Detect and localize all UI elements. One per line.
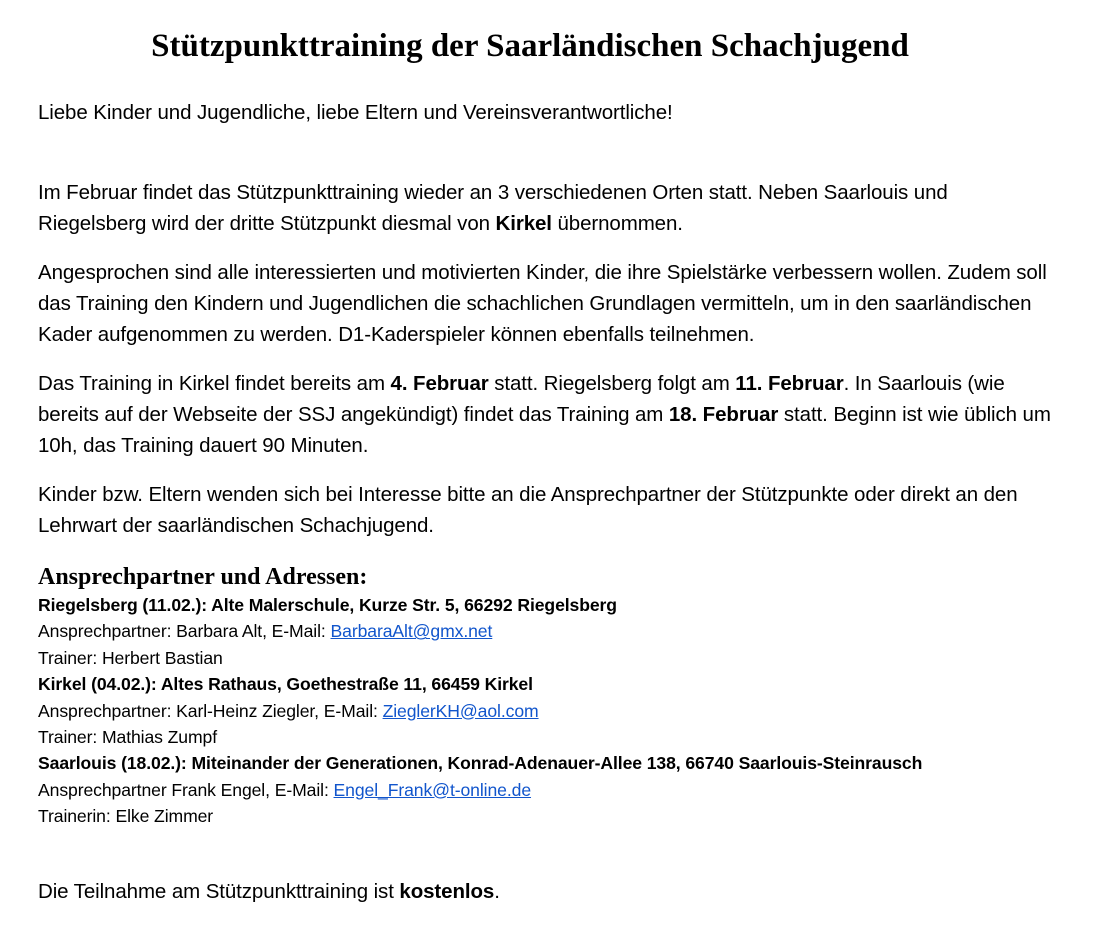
date-saarlouis: 18. Februar [668, 403, 779, 426]
paragraph-text: Das Training in Kirkel findet bereits am [38, 372, 391, 395]
paragraph-text: statt. Riegelsberg folgt am [488, 372, 736, 395]
contact-prefix: Ansprechpartner: Barbara Alt, E-Mail: [38, 621, 331, 642]
paragraph-text: statt. Beginn ist wie üblich um 10h, das Training dauert 90 Minuten. [38, 403, 1051, 457]
trainer-riegelsberg: Trainer: Herbert Bastian [38, 647, 223, 668]
contact-line-saarlouis [38, 777, 1088, 803]
location-header-kirkel: Kirkel (04.02.): Altes Rathaus, Goethestraße 11, 66459 Kirkel [38, 674, 533, 695]
email-link-saarlouis[interactable]: Engel_Frank@t-online.de [333, 779, 532, 800]
paragraph-text: . In Saarlouis (wie bereits auf der Webseite der SSJ angekündigt) findet das Training am [38, 372, 1005, 426]
paragraph-locations [38, 177, 1058, 239]
location-header-saarlouis: Saarlouis (18.02.): Miteinander der Generationen, Konrad-Adenauer-Allee 138, 66740 Saarlouis-Steinrausch [38, 753, 923, 774]
emphasis-kirkel: Kirkel [495, 212, 552, 235]
contact-line-riegelsberg [38, 618, 1088, 644]
paragraph-text: Im Februar findet das Stützpunkttraining wieder an 3 verschiedenen Orten statt. Neben Saarlouis und Riegelsberg wird der dritte Stützpunkt diesmal von [38, 181, 948, 235]
date-kirkel: 4. Februar [390, 372, 489, 395]
trainer-saarlouis: Trainerin: Elke Zimmer [38, 806, 214, 827]
date-riegelsberg: 11. Februar [735, 372, 844, 395]
trainer-kirkel: Trainer: Mathias Zumpf [38, 727, 218, 748]
location-header-riegelsberg: Riegelsberg (11.02.): Alte Malerschule, Kurze Str. 5, 66292 Riegelsberg [38, 595, 617, 615]
paragraph-contact-info: Kinder bzw. Eltern wenden sich bei Interesse bitte an die Ansprechpartner der Stützpunkte oder direkt an den Lehrwart der saarländischen Schachjugend. [38, 483, 1018, 537]
emphasis-free: kostenlos [399, 880, 495, 903]
paragraph-text: übernommen. [551, 212, 683, 235]
contacts-list [38, 592, 1088, 830]
closing-text: Die Teilnahme am Stützpunkttraining ist [38, 880, 400, 903]
email-link-kirkel[interactable]: ZieglerKH@aol.com [382, 700, 539, 721]
contacts-heading: Ansprechpartner und Adressen: [38, 564, 368, 590]
contact-prefix: Ansprechpartner: Karl-Heinz Ziegler, E-Mail: [38, 700, 383, 721]
email-link-riegelsberg[interactable]: BarbaraAlt@gmx.net [330, 621, 493, 642]
greeting: Liebe Kinder und Jugendliche, liebe Eltern und Vereinsverantwortliche! [38, 101, 673, 124]
document-title: Stützpunkttraining der Saarländischen Schachjugend [151, 28, 909, 64]
closing-text: . [494, 880, 500, 903]
paragraph-audience: Angesprochen sind alle interessierten und motivierten Kinder, die ihre Spielstärke verbessern wollen. Zudem soll das Training den Kindern und Jugendlichen die schachlichen Grundlagen vermitteln, um in den saarländischen Kader aufgenommen zu werden. D1-Kaderspieler können ebenfalls teilnehmen. [38, 261, 1047, 346]
contact-line-kirkel [38, 698, 1088, 724]
closing-note [38, 876, 500, 907]
contact-prefix: Ansprechpartner Frank Engel, E-Mail: [38, 779, 334, 800]
paragraph-schedule [38, 368, 1058, 461]
